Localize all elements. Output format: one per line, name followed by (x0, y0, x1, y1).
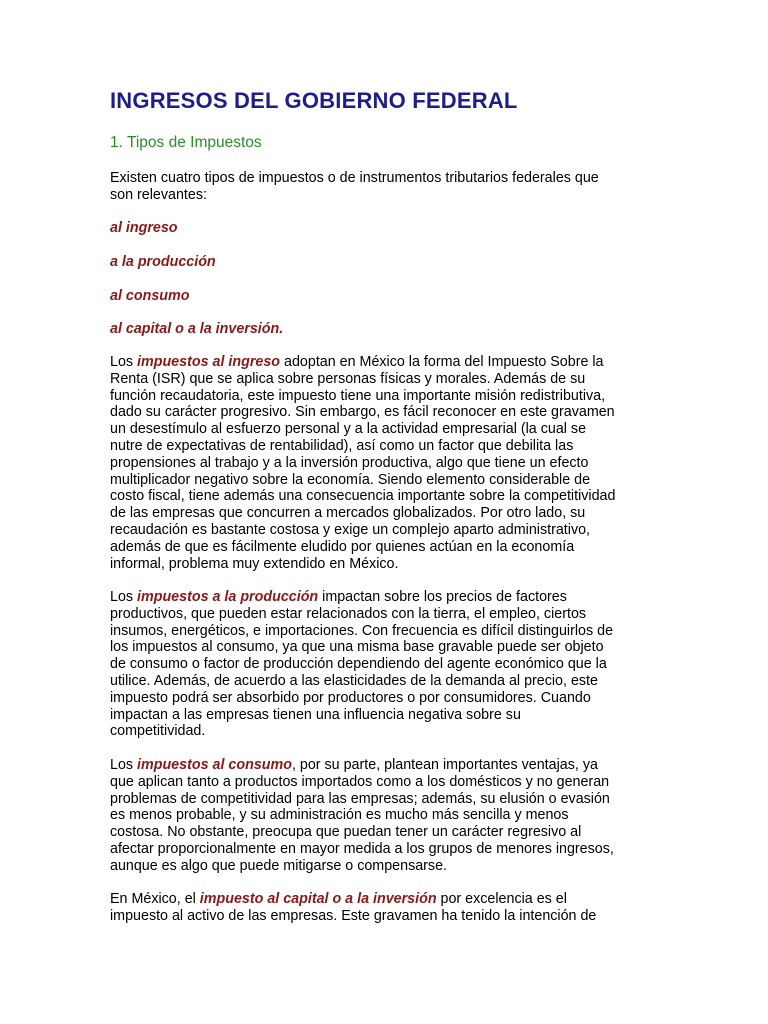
first-line-rest: por excelencia es el (436, 891, 567, 907)
paragraph-line: Renta (ISR) que se aplica sobre personas físicas y morales. Además de su (110, 370, 586, 387)
intro-line: son relevantes: (110, 186, 207, 203)
paragraph-production-tax (110, 589, 655, 740)
paragraph-line: aunque es algo que puede mitigarse o compensarse. (110, 857, 447, 874)
paragraph-line: propensiones al trabajo y a la inversión productiva, algo que tiene un efecto (110, 454, 589, 471)
paragraph-capital-tax (110, 891, 655, 925)
paragraph-line: los impuestos al consumo, ya que una misma base gravable puede ser objeto (110, 639, 604, 656)
paragraph-line: utilice. Además, de acuerdo a las elasticidades de la demanda al precio, este (110, 672, 598, 689)
paragraph-consumption-tax (110, 757, 655, 875)
tax-type-income: al ingreso (110, 220, 178, 236)
paragraph-income-tax (110, 354, 655, 572)
first-line-rest: , por su parte, plantean importantes ventajas, ya (291, 757, 598, 773)
emphasized-term: impuesto al capital o a la inversión (199, 891, 437, 907)
paragraph-line: costo fiscal, tiene además una consecuencia importante sobre la competitividad (110, 488, 616, 505)
lead-text: Los (110, 589, 138, 605)
paragraph-line: función recaudatoria, este impuesto tiene una importante misión redistributiva, (110, 387, 606, 404)
paragraph-line: es menos probable, y su administración es mucho más sencilla y menos (110, 807, 569, 824)
paragraph-line: impactan a las empresas tienen una influencia negativa sobre su (110, 706, 521, 723)
intro-paragraph (110, 170, 655, 204)
paragraph-first-line (110, 589, 655, 606)
emphasized-term: impuestos al ingreso (137, 354, 281, 370)
paragraph-line: competitividad. (110, 723, 206, 740)
lead-text: En México, el (110, 891, 200, 907)
paragraph-line: multiplicador negativo sobre la economía. Siendo elemento considerable de (110, 471, 591, 488)
paragraph-line: impuesto podrá ser absorbido por productores o por consumidores. Cuando (110, 689, 591, 706)
paragraph-line: recaudación es bastante costosa y exige un complejo aparto administrativo, (110, 521, 591, 538)
lead-text: Los (110, 757, 138, 773)
paragraph-line: afectar proporcionalmente en mayor medida a los grupos de menores ingresos, (110, 840, 614, 857)
tax-type-production: a la producción (110, 254, 216, 270)
document-title: INGRESOS DEL GOBIERNO FEDERAL (110, 88, 518, 113)
first-line-rest: impactan sobre los precios de factores (318, 589, 567, 605)
paragraph-line: productivos, que pueden estar relacionados con la tierra, el empleo, ciertos (110, 605, 587, 622)
paragraph-line: nutre de expectativas de rentabilidad), así como un factor que debilita las (110, 437, 574, 454)
paragraph-line: costosa. No obstante, preocupa que puedan tener un carácter regresivo al (110, 824, 582, 841)
paragraph-first-line (110, 354, 655, 371)
emphasized-term: impuestos al consumo (137, 757, 292, 773)
tax-type-consumption: al consumo (110, 288, 190, 304)
tax-type-capital: al capital o a la inversión. (110, 321, 284, 337)
paragraph-line: dado su carácter progresivo. Sin embargo, es fácil reconocer en este gravamen (110, 404, 615, 421)
emphasized-term: impuestos a la producción (137, 589, 319, 605)
intro-line: Existen cuatro tipos de impuestos o de instrumentos tributarios federales que (110, 170, 599, 186)
paragraph-first-line (110, 757, 655, 774)
paragraph-line: informal, problema muy extendido en México. (110, 555, 399, 572)
section-heading: 1. Tipos de Impuestos (110, 134, 262, 151)
paragraph-line: un desestímulo al esfuerzo personal y a la actividad empresarial (la cual se (110, 421, 587, 438)
paragraph-line: impuesto al activo de las empresas. Este gravamen ha tenido la intención de (110, 907, 597, 924)
lead-text: Los (110, 354, 138, 370)
paragraph-first-line (110, 891, 655, 908)
paragraph-line: insumos, energéticos, e importaciones. Con frecuencia es difícil distinguirlos de (110, 622, 614, 639)
first-line-rest: adoptan en México la forma del Impuesto Sobre la (280, 354, 604, 370)
paragraph-line: además de que es fácilmente eludido por quienes actúan en la economía (110, 538, 575, 555)
paragraph-line: que aplican tanto a productos importados como a los domésticos y no generan (110, 773, 610, 790)
paragraph-line: de las empresas que concurren a mercados globalizados. Por otro lado, su (110, 505, 586, 522)
paragraph-line: de consumo o factor de producción dependiendo del agente económico que la (110, 656, 607, 673)
paragraph-line: problemas de competitividad para las empresas; además, su elusión o evasión (110, 790, 610, 807)
